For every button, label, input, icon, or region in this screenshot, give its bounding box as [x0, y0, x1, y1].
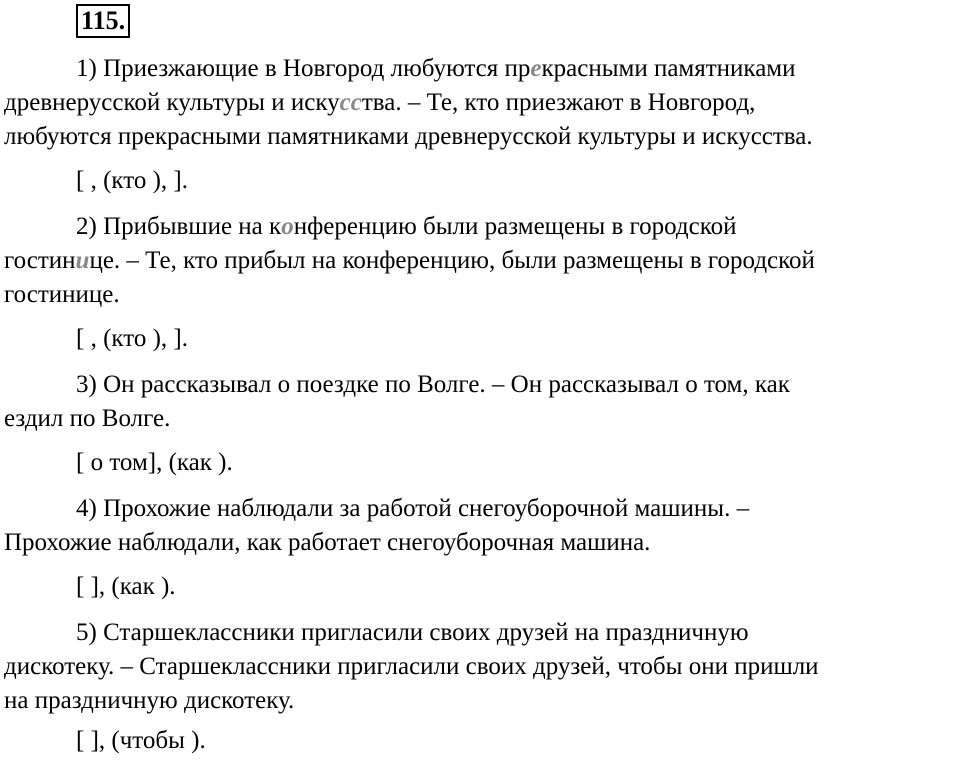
highlighted-letter: е	[530, 55, 542, 82]
sentence-pair-5: 5) Старшеклассники пригласили своих друзей на праздничную дискотеку. – Старшеклассники пригласили своих друзей, чтобы они пришли на праздничную дискотеку.	[4, 619, 819, 714]
highlighted-letter: и	[75, 247, 90, 274]
sentence-pair-1: 1) Приезжающие в Новгород любуются прекрасными памятниками древнерусской культуры и искусства. – Те, кто приезжают в Новгород, любуются прекрасными памятниками древнерусской культуры и искусства.	[4, 55, 813, 150]
sentence-pair-4: 4) Прохожие наблюдали за работой снегоуборочной машины. – Прохожие наблюдали, как работает снегоуборочная машина.	[4, 495, 750, 556]
highlighted-letter: о	[281, 213, 294, 240]
highlighted-letter: сс	[339, 89, 362, 116]
sentence-pair-3: 3) Он рассказывал о поездке по Волге. – Он рассказывал о том, как ездил по Волге.	[4, 371, 790, 432]
sentence-scheme-3: [ о том], (как ).	[76, 449, 233, 476]
sentence-scheme-2: [ , (кто ), ].	[76, 325, 188, 352]
sentence-scheme-4: [ ], (как ).	[76, 573, 176, 600]
sentence-scheme-1: [ , (кто ), ].	[76, 167, 188, 194]
sentence-scheme-5: [ ], (чтобы ).	[76, 727, 206, 754]
exercise-number: 115.	[76, 4, 130, 38]
sentence-pair-2: 2) Прибывшие на конференцию были размещены в городской гостинице. – Те, кто прибыл на конференцию, были размещены в городской гостинице.	[4, 213, 815, 308]
